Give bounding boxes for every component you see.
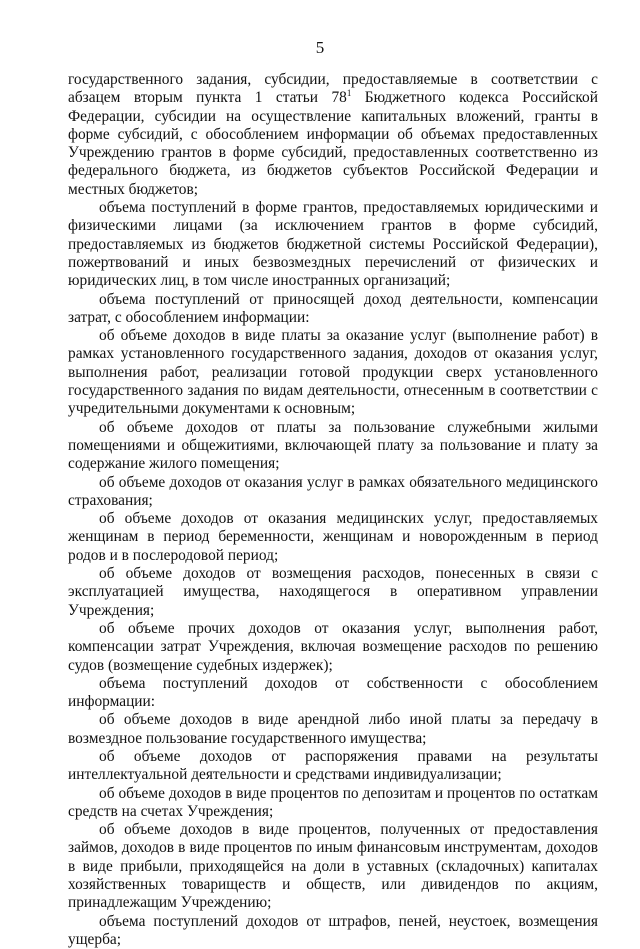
- paragraph-1-text-end: Бюджетного кодекса Российской Федерации, субсидии на осуществление капитальных вложений, гранты в форме субсидий, с обособлением информации об объемах предоставленных Учреждению грантов в форме субсидий, предоставленных соответственно из федерального бюджета, из бюджетов субъектов Российской Федерации и местных бюджетов;: [68, 89, 598, 198]
- paragraph-13: об объеме доходов в виде процентов по депозитам и процентов по остаткам средств на счетах Учреждения;: [68, 784, 598, 820]
- paragraph-1: [68, 71, 598, 199]
- paragraph-14: об объеме доходов в виде процентов, полученных от предоставления займов, доходов в виде процентов по иным финансовым инструментам, доходов в виде прибыли, приходящейся на доли в уставных (складочных) капиталах хозяйственных товариществ и обществ, или дивидендов по акциям, принадлежащим Учреждению;: [68, 821, 598, 912]
- paragraph-2: объема поступлений в форме грантов, предоставляемых юридическими и физическими лицами (за исключением грантов в форме субсидий, предоставляемых из бюджетов бюджетной системы Российской Федерации), пожертвований и иных безвозмездных перечислений от физических и юридических лиц, в том числе иностранных организаций;: [68, 199, 598, 290]
- paragraph-5: об объеме доходов от платы за пользование служебными жилыми помещениями и общежитиями, включающей плату за пользование и плату за содержание жилого помещения;: [68, 418, 598, 473]
- paragraph-9: об объеме прочих доходов от оказания услуг, выполнения работ, компенсации затрат Учреждения, включая возмещение расходов по решению судов (возмещение судебных издержек);: [68, 619, 598, 674]
- paragraph-11: об объеме доходов в виде арендной либо иной платы за передачу в возмездное пользование государственного имущества;: [68, 711, 598, 747]
- paragraph-6: об объеме доходов от оказания услуг в рамках обязательного медицинского страхования;: [68, 473, 598, 509]
- paragraph-7: об объеме доходов от оказания медицинских услуг, предоставляемых женщинам в период беременности, женщинам и новорожденным в период родов и в послеродовой период;: [68, 510, 598, 564]
- paragraph-1-text-start: государственного задания, субсидии, предоставляемые в соответствии с абзацем вторым пункта 1 статьи 78: [68, 71, 598, 107]
- paragraph-12: об объеме доходов от распоряжения правами на результаты интеллектуальной деятельности и средствами индивидуализации;: [68, 747, 598, 784]
- superscript-marker: 1: [346, 88, 352, 99]
- paragraph-8: об объеме доходов от возмещения расходов, понесенных в связи с эксплуатацией имущества, находящегося в оперативном управлении Учреждения;: [68, 565, 598, 619]
- paragraph-4: об объеме доходов в виде платы за оказание услуг (выполнение работ) в рамках установленного государственного задания, доходов от оказания услуг, выполнения работ, реализации готовой продукции сверх установленного государственного задания по видам деятельности, отнесенным в соответствии с учредительными документами к основным;: [68, 327, 598, 418]
- paragraph-15: объема поступлений доходов от штрафов, пеней, неустоек, возмещения ущерба;: [68, 912, 598, 948]
- paragraph-3: объема поступлений от приносящей доход деятельности, компенсации затрат, с обособлением информации:: [68, 290, 598, 326]
- document-body: [68, 71, 598, 949]
- page-number: 5: [315, 38, 325, 57]
- paragraph-10: объема поступлений доходов от собственности с обособлением информации:: [68, 674, 598, 711]
